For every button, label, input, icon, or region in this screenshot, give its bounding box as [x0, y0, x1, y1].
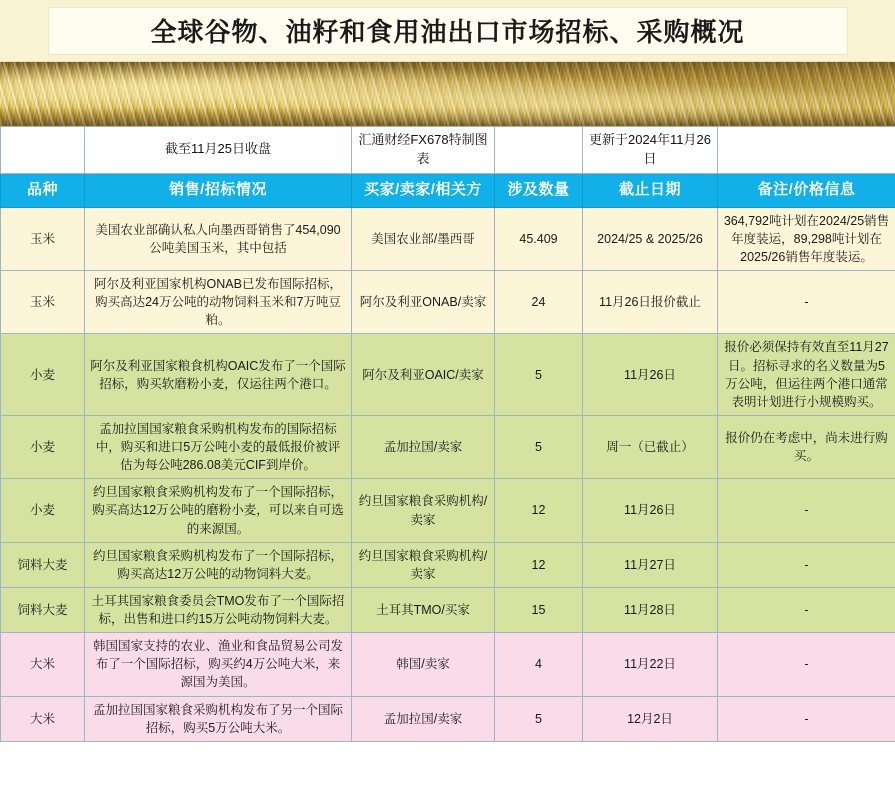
cell-quantity: 5: [495, 696, 583, 741]
table-row: [1, 334, 895, 416]
cell-note: 报价必须保持有效直至11月27日。招标寻求的名义数量为5万公吨，但运往两个港口通常表明计划进行小规模购买。: [718, 334, 895, 416]
tender-table: [0, 126, 895, 742]
table-row: [1, 696, 895, 741]
cell-variety: 小麦: [1, 479, 85, 542]
cell-deadline: 12月2日: [583, 696, 718, 741]
table-row: [1, 587, 895, 632]
cell-quantity: 24: [495, 271, 583, 334]
table-row: [1, 415, 895, 478]
header-note: 备注/价格信息: [718, 173, 895, 207]
wheat-field-photo: [0, 62, 895, 126]
cell-variety: 大米: [1, 696, 85, 741]
title-inner: [48, 7, 848, 55]
cell-party: 孟加拉国/卖家: [352, 696, 495, 741]
cell-party: 韩国/卖家: [352, 633, 495, 696]
cell-note: -: [718, 696, 895, 741]
table-row: [1, 542, 895, 587]
cell-quantity: 45.409: [495, 207, 583, 270]
cell-variety: 小麦: [1, 415, 85, 478]
cell-note: -: [718, 479, 895, 542]
cell-quantity: 4: [495, 633, 583, 696]
cell-variety: 小麦: [1, 334, 85, 416]
table-row: [1, 633, 895, 696]
cell-deadline: 11月27日: [583, 542, 718, 587]
cell-deadline: 11月26日: [583, 334, 718, 416]
cell-sales: 阿尔及利亚国家粮食机构OAIC发布了一个国际招标，购买软磨粉小麦，仅运往两个港口。: [85, 334, 352, 416]
meta-source: 汇通财经FX678特制图表: [352, 127, 495, 174]
cell-party: 阿尔及利亚OAIC/卖家: [352, 334, 495, 416]
header-deadline: 截止日期: [583, 173, 718, 207]
table-body: [1, 207, 895, 741]
cell-deadline: 2024/25 & 2025/26: [583, 207, 718, 270]
title-banner: [0, 0, 895, 62]
cell-deadline: 周一（已截止）: [583, 415, 718, 478]
cell-variety: 饲料大麦: [1, 542, 85, 587]
cell-note: -: [718, 542, 895, 587]
meta-row: [1, 127, 895, 174]
cell-party: 美国农业部/墨西哥: [352, 207, 495, 270]
header-variety: 品种: [1, 173, 85, 207]
cell-note: 364,792吨计划在2024/25销售年度装运，89,298吨计划在2025/26销售年度装运。: [718, 207, 895, 270]
cell-variety: 玉米: [1, 271, 85, 334]
cell-sales: 约旦国家粮食采购机构发布了一个国际招标，购买高达12万公吨的动物饲料大麦。: [85, 542, 352, 587]
cell-sales: 约旦国家粮食采购机构发布了一个国际招标，购买高达12万公吨的磨粉小麦，可以来自可选的来源国。: [85, 479, 352, 542]
cell-quantity: 15: [495, 587, 583, 632]
cell-quantity: 12: [495, 542, 583, 587]
header-party: 买家/卖家/相关方: [352, 173, 495, 207]
cell-sales: 韩国国家支持的农业、渔业和食品贸易公司发布了一个国际招标，购买约4万公吨大米，来源国为美国。: [85, 633, 352, 696]
page-title: 全球谷物、油籽和食用油出口市场招标、采购概况: [150, 17, 745, 47]
cell-party: 约旦国家粮食采购机构/卖家: [352, 542, 495, 587]
cell-variety: 饲料大麦: [1, 587, 85, 632]
meta-blank-right: [718, 127, 895, 174]
cell-deadline: 11月28日: [583, 587, 718, 632]
table-row: [1, 207, 895, 270]
meta-blank-mid: [495, 127, 583, 174]
cell-quantity: 5: [495, 334, 583, 416]
cell-party: 约旦国家粮食采购机构/卖家: [352, 479, 495, 542]
watermark: FX678: [780, 763, 879, 796]
cell-party: 阿尔及利亚ONAB/卖家: [352, 271, 495, 334]
header-quantity: 涉及数量: [495, 173, 583, 207]
meta-updated: 更新于2024年11月26日: [583, 127, 718, 174]
cell-party: 土耳其TMO/买家: [352, 587, 495, 632]
cell-sales: 孟加拉国国家粮食采购机构发布了另一个国际招标，购买5万公吨大米。: [85, 696, 352, 741]
cell-quantity: 5: [495, 415, 583, 478]
cell-party: 孟加拉国/卖家: [352, 415, 495, 478]
cell-deadline: 11月26日: [583, 479, 718, 542]
table-row: [1, 271, 895, 334]
meta-blank-left: [1, 127, 85, 174]
cell-note: -: [718, 587, 895, 632]
table-row: [1, 479, 895, 542]
cell-note: 报价仍在考虑中，尚未进行购买。: [718, 415, 895, 478]
cell-variety: 大米: [1, 633, 85, 696]
header-sales: 销售/招标情况: [85, 173, 352, 207]
cell-note: -: [718, 271, 895, 334]
cell-sales: 美国农业部确认私人向墨西哥销售了454,090公吨美国玉米，其中包括: [85, 207, 352, 270]
cell-deadline: 11月26日报价截止: [583, 271, 718, 334]
cell-note: -: [718, 633, 895, 696]
cell-deadline: 11月22日: [583, 633, 718, 696]
cell-sales: 土耳其国家粮食委员会TMO发布了一个国际招标，出售和进口约15万公吨动物饲料大麦。: [85, 587, 352, 632]
meta-closing: 截至11月25日收盘: [85, 127, 352, 174]
cell-sales: 阿尔及利亚国家机构ONAB已发布国际招标，购买高达24万公吨的动物饲料玉米和7万吨豆粕。: [85, 271, 352, 334]
table-header-row: [1, 173, 895, 207]
cell-sales: 孟加拉国国家粮食采购机构发布的国际招标中，购买和进口5万公吨小麦的最低报价被评估为每公吨286.08美元CIF到岸价。: [85, 415, 352, 478]
cell-quantity: 12: [495, 479, 583, 542]
cell-variety: 玉米: [1, 207, 85, 270]
